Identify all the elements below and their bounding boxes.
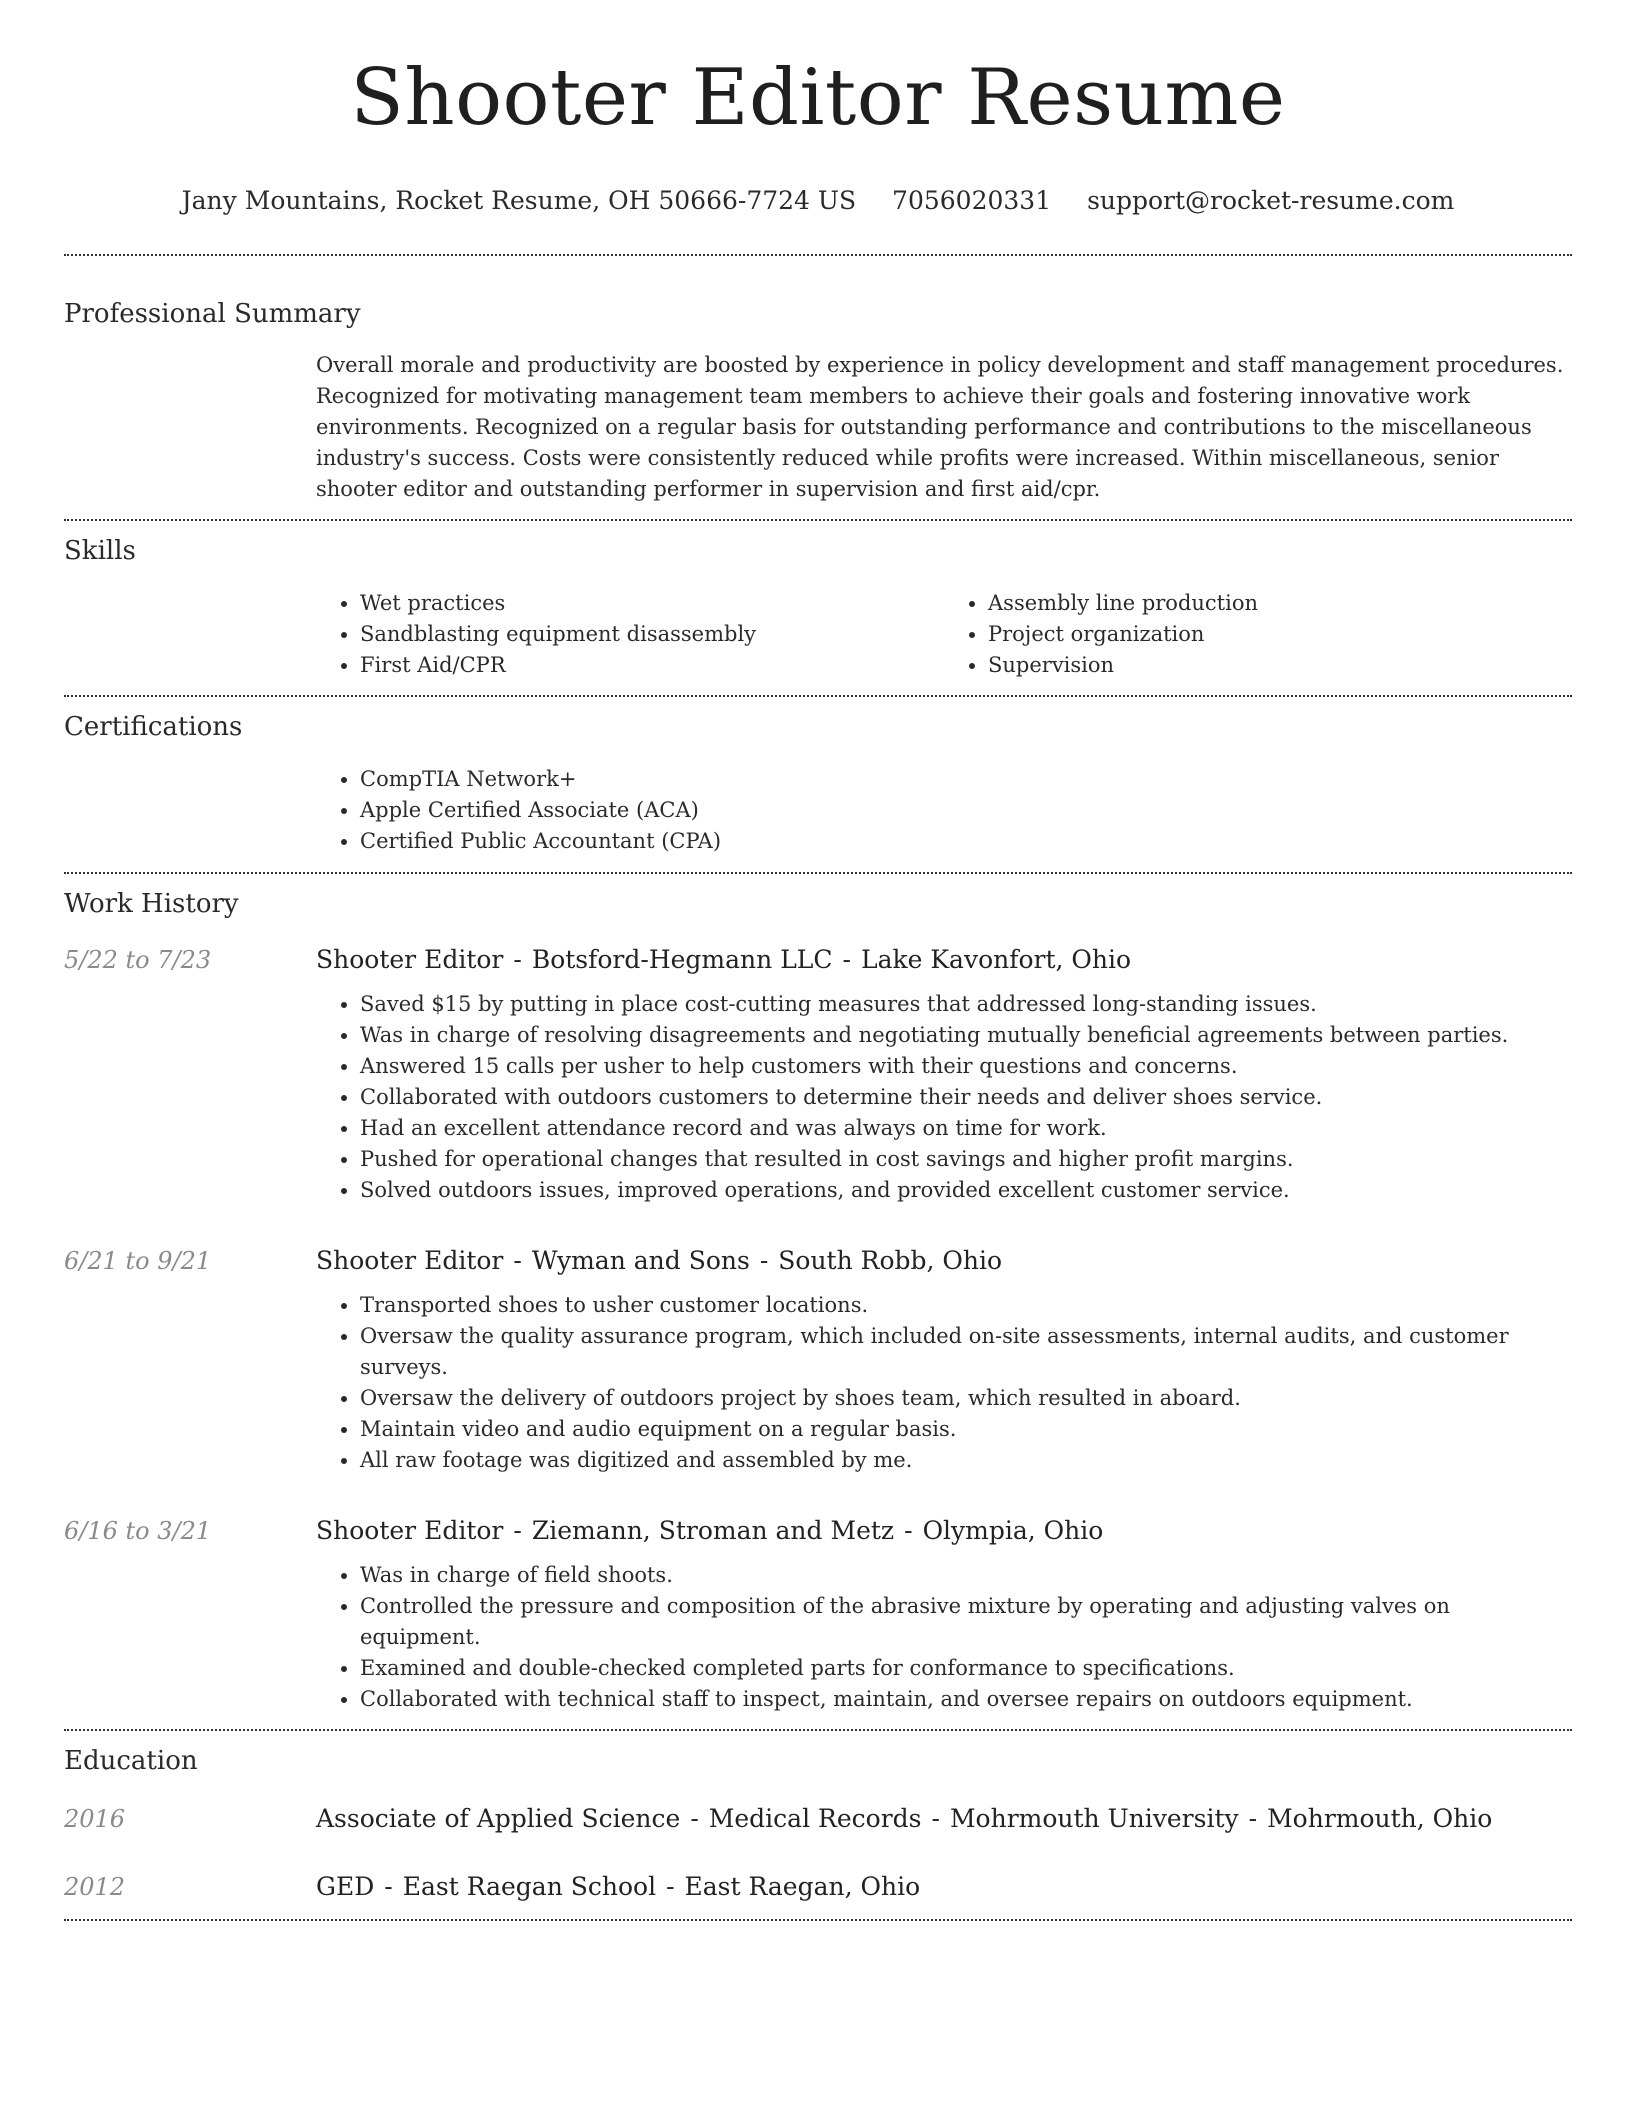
job-company: Ziemann, Stroman and Metz bbox=[531, 1516, 895, 1545]
job-bullet: • Was in charge of field shoots. bbox=[360, 1560, 1572, 1591]
job-bullet: • Controlled the pressure and composition of the abrasive mixture by operating and adjusting valves on equipment. bbox=[360, 1591, 1572, 1653]
job-title: Shooter Editor bbox=[316, 1516, 504, 1545]
job-separator: - bbox=[842, 945, 851, 974]
job-location: Olympia, Ohio bbox=[922, 1516, 1104, 1545]
job-title: Shooter Editor bbox=[316, 1246, 504, 1275]
job-bullets bbox=[316, 1290, 1572, 1476]
education-heading-line bbox=[316, 1869, 920, 1905]
education-heading: Education bbox=[64, 1746, 198, 1776]
job-bullet: • Saved $15 by putting in place cost-cutting measures that addressed long-standing issues. bbox=[360, 989, 1572, 1020]
job-bullet: • All raw footage was digitized and assembled by me. bbox=[360, 1445, 1572, 1476]
work-history-heading: Work History bbox=[64, 889, 239, 919]
job-location: Lake Kavonfort, Ohio bbox=[860, 945, 1132, 974]
job-separator: - bbox=[759, 1246, 769, 1275]
skill-item: • First Aid/CPR bbox=[360, 650, 944, 681]
job-separator: - bbox=[513, 1246, 522, 1275]
education-separator: - bbox=[384, 1872, 393, 1901]
education-location: East Raegan, Ohio bbox=[684, 1872, 921, 1901]
education-degree: GED bbox=[316, 1872, 375, 1901]
skill-item: • Project organization bbox=[988, 619, 1572, 650]
job-bullets bbox=[316, 1560, 1572, 1715]
job-entry bbox=[64, 942, 1572, 978]
certifications-list bbox=[316, 764, 1572, 857]
job-dates: 6/21 to 9/21 bbox=[64, 1247, 212, 1275]
job-separator: - bbox=[904, 1516, 913, 1545]
skill-item: • Wet practices bbox=[360, 588, 944, 619]
job-company: Wyman and Sons bbox=[531, 1246, 750, 1275]
job-heading bbox=[316, 1513, 1103, 1549]
education-separator: - bbox=[690, 1804, 699, 1833]
job-bullet: • Answered 15 calls per usher to help customers with their questions and concerns. bbox=[360, 1051, 1572, 1082]
job-separator: - bbox=[513, 1516, 522, 1545]
job-bullet: • Solved outdoors issues, improved operations, and provided excellent customer service. bbox=[360, 1175, 1572, 1206]
job-bullet: • Transported shoes to usher customer locations. bbox=[360, 1290, 1572, 1321]
section-divider bbox=[64, 1919, 1572, 1921]
skill-item: • Sandblasting equipment disassembly bbox=[360, 619, 944, 650]
skill-item: • Assembly line production bbox=[988, 588, 1572, 619]
job-bullet: • Oversaw the quality assurance program, which included on-site assessments, internal audits, and customer surveys. bbox=[360, 1321, 1572, 1383]
contact-address: Jany Mountains, Rocket Resume, OH 50666-7724 US bbox=[181, 186, 857, 215]
certification-item: • Certified Public Accountant (CPA) bbox=[360, 826, 1572, 857]
resume-page bbox=[64, 0, 1572, 1921]
skills-list bbox=[316, 588, 1572, 681]
job-title: Shooter Editor bbox=[316, 945, 504, 974]
education-school: Mohrmouth University bbox=[949, 1804, 1239, 1833]
education-field: Medical Records bbox=[708, 1804, 922, 1833]
job-separator: - bbox=[513, 945, 522, 974]
education-separator: - bbox=[931, 1804, 940, 1833]
skills-column-left bbox=[316, 588, 944, 681]
education-heading-line bbox=[316, 1801, 1492, 1837]
section-divider bbox=[64, 519, 1572, 521]
education-separator: - bbox=[666, 1872, 675, 1901]
skills-heading: Skills bbox=[64, 536, 136, 566]
job-entry bbox=[64, 1243, 1572, 1279]
job-company: Botsford-Hegmann LLC bbox=[531, 945, 833, 974]
education-school: East Raegan School bbox=[402, 1872, 657, 1901]
contact-line bbox=[64, 184, 1572, 218]
job-entry bbox=[64, 1513, 1572, 1549]
summary-text: Overall morale and productivity are boosted by experience in policy development and staff management procedures. Recognized for motivating management team members to achieve their goals and fostering innovative work environments. Recognized on a regular basis for outstanding performance and contributions to the miscellaneous industry's success. Costs were consistently reduced while profits were increased. Within miscellaneous, senior shooter editor and outstanding performer in supervision and first aid/cpr. bbox=[316, 353, 1564, 501]
section-divider bbox=[64, 695, 1572, 697]
job-heading bbox=[316, 1243, 1002, 1279]
section-divider bbox=[64, 254, 1572, 256]
skills-column-right bbox=[944, 588, 1572, 681]
certification-item: • Apple Certified Associate (ACA) bbox=[360, 795, 1572, 826]
job-bullet: • Oversaw the delivery of outdoors project by shoes team, which resulted in aboard. bbox=[360, 1383, 1572, 1414]
job-bullet: • Pushed for operational changes that resulted in cost savings and higher profit margins. bbox=[360, 1144, 1572, 1175]
job-bullet: • Collaborated with outdoors customers to determine their needs and deliver shoes service. bbox=[360, 1082, 1572, 1113]
job-bullet: • Collaborated with technical staff to inspect, maintain, and oversee repairs on outdoors equipment. bbox=[360, 1684, 1572, 1715]
education-year: 2016 bbox=[64, 1805, 126, 1833]
job-dates: 5/22 to 7/23 bbox=[64, 946, 212, 974]
education-location: Mohrmouth, Ohio bbox=[1267, 1804, 1493, 1833]
job-dates: 6/16 to 3/21 bbox=[64, 1517, 212, 1545]
job-bullets bbox=[316, 989, 1572, 1206]
education-year: 2012 bbox=[64, 1873, 126, 1901]
education-entry bbox=[64, 1801, 1572, 1837]
certifications-heading: Certifications bbox=[64, 712, 243, 742]
job-heading bbox=[316, 942, 1131, 978]
resume-title: Shooter Editor Resume bbox=[350, 53, 1286, 143]
job-bullet: • Was in charge of resolving disagreements and negotiating mutually beneficial agreements between parties. bbox=[360, 1020, 1572, 1051]
education-entry bbox=[64, 1869, 1572, 1905]
education-separator: - bbox=[1248, 1804, 1258, 1833]
education-degree: Associate of Applied Science bbox=[316, 1804, 681, 1833]
job-location: South Robb, Ohio bbox=[778, 1246, 1003, 1275]
job-bullet: • Maintain video and audio equipment on a regular basis. bbox=[360, 1414, 1572, 1445]
certification-item: • CompTIA Network+ bbox=[360, 764, 1572, 795]
section-divider bbox=[64, 872, 1572, 874]
summary-heading: Professional Summary bbox=[64, 299, 361, 329]
job-bullet: • Had an excellent attendance record and was always on time for work. bbox=[360, 1113, 1572, 1144]
contact-phone: 7056020331 bbox=[892, 186, 1052, 215]
skill-item: • Supervision bbox=[988, 650, 1572, 681]
section-divider bbox=[64, 1729, 1572, 1731]
contact-email: support@rocket-resume.com bbox=[1087, 186, 1455, 215]
job-bullet: • Examined and double-checked completed parts for conformance to specifications. bbox=[360, 1653, 1572, 1684]
